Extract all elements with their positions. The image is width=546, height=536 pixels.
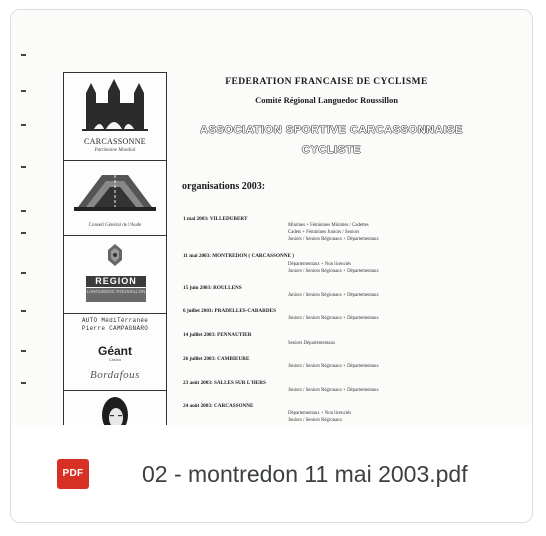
event-title: 11 mai 2003: MONTREDON ( CARCASSONNE )	[183, 253, 294, 259]
region-emblem-icon	[64, 236, 166, 274]
event-detail: Juniors / Seniors Régionaux + Départementaux	[288, 269, 379, 274]
event-title: 26 juillet 2003: CAMBIEURE	[183, 356, 250, 362]
sponsor-logos	[64, 314, 166, 391]
region-badge: REGION	[86, 276, 146, 287]
portrait-icon	[64, 391, 166, 425]
event-detail: Juniors / Seniors Régionaux + Départementaux	[288, 293, 379, 298]
bordafous-logo-text: Bordafous	[90, 369, 140, 381]
organisations-title: organisations 2003:	[182, 181, 266, 192]
event-detail: Juniors / Seniors Régionaux + Départementaux	[288, 364, 379, 369]
association-title-line2: CYCLISTE	[301, 144, 362, 156]
region-sub: LANGUEDOC ROUSSILLON	[86, 288, 146, 302]
event-detail: Juniors / Seniors Régionaux + Départementaux	[288, 316, 379, 321]
conseil-general-logo	[64, 161, 166, 236]
event-title: 6 juillet 2003: PRADELLES-CABARDES	[183, 308, 276, 314]
carcassonne-sub: Patrimoine Mondial	[94, 148, 136, 153]
portrait-logo	[64, 391, 166, 425]
region-logo	[64, 236, 166, 314]
event-detail: Cadets + Féminines Juniors / Seniors	[288, 230, 360, 235]
event-title: 14 juillet 2003: PENNAUTIER	[183, 332, 252, 338]
pierre-campagnaro-text: Pierre CAMPAGNARO	[81, 325, 149, 332]
file-card[interactable]	[10, 9, 533, 523]
event-detail: Juniors / Seniors Régionaux	[288, 418, 342, 423]
event-detail: Départementaux + Non licenciés	[288, 411, 352, 416]
carcassonne-name: CARCASSONNE	[84, 137, 146, 146]
geant-casino-text: Casino	[108, 357, 122, 362]
federation-title: FEDERATION FRANCAISE DE CYCLISME	[225, 77, 428, 87]
event-title: 15 juin 2003: ROULLENS	[183, 285, 242, 291]
pdf-file-icon: PDF	[57, 459, 89, 489]
event-detail: Départementaux + Non licenciés	[288, 262, 352, 267]
road-perspective-icon	[64, 161, 166, 221]
comite-title: Comité Régional Languedoc Roussillon	[255, 95, 398, 105]
event-title: 24 août 2003: CARCASSONNE	[183, 403, 254, 409]
event-detail: Juniors / Seniors Régionaux + Départementaux	[288, 388, 379, 393]
conseil-general-name: Conseil Général de l'Aude	[88, 223, 142, 228]
scanned-page	[11, 10, 532, 425]
margin-ticks	[21, 10, 29, 425]
geant-logo-text: Géant	[97, 344, 132, 358]
event-title: 1 mai 2003: VILLEDUBERT	[183, 216, 248, 222]
event-detail: Seniors Départementaux	[288, 341, 336, 346]
event-title: 23 août 2003: SALLES SUR L'HERS	[183, 380, 266, 386]
event-detail: Minimes + Féminines Minimes / Cadettes	[288, 223, 369, 228]
association-title-line1: ASSOCIATION SPORTIVE CARCASSONNAISE	[200, 124, 463, 136]
file-name[interactable]: 02 - montredon 11 mai 2003.pdf	[142, 461, 468, 487]
pdf-preview[interactable]	[11, 10, 532, 425]
auto-mediterranee-text: AUTO MédiTérranée	[81, 317, 149, 324]
event-detail: Juniors / Seniors Régionaux + Départementaux	[288, 237, 379, 242]
